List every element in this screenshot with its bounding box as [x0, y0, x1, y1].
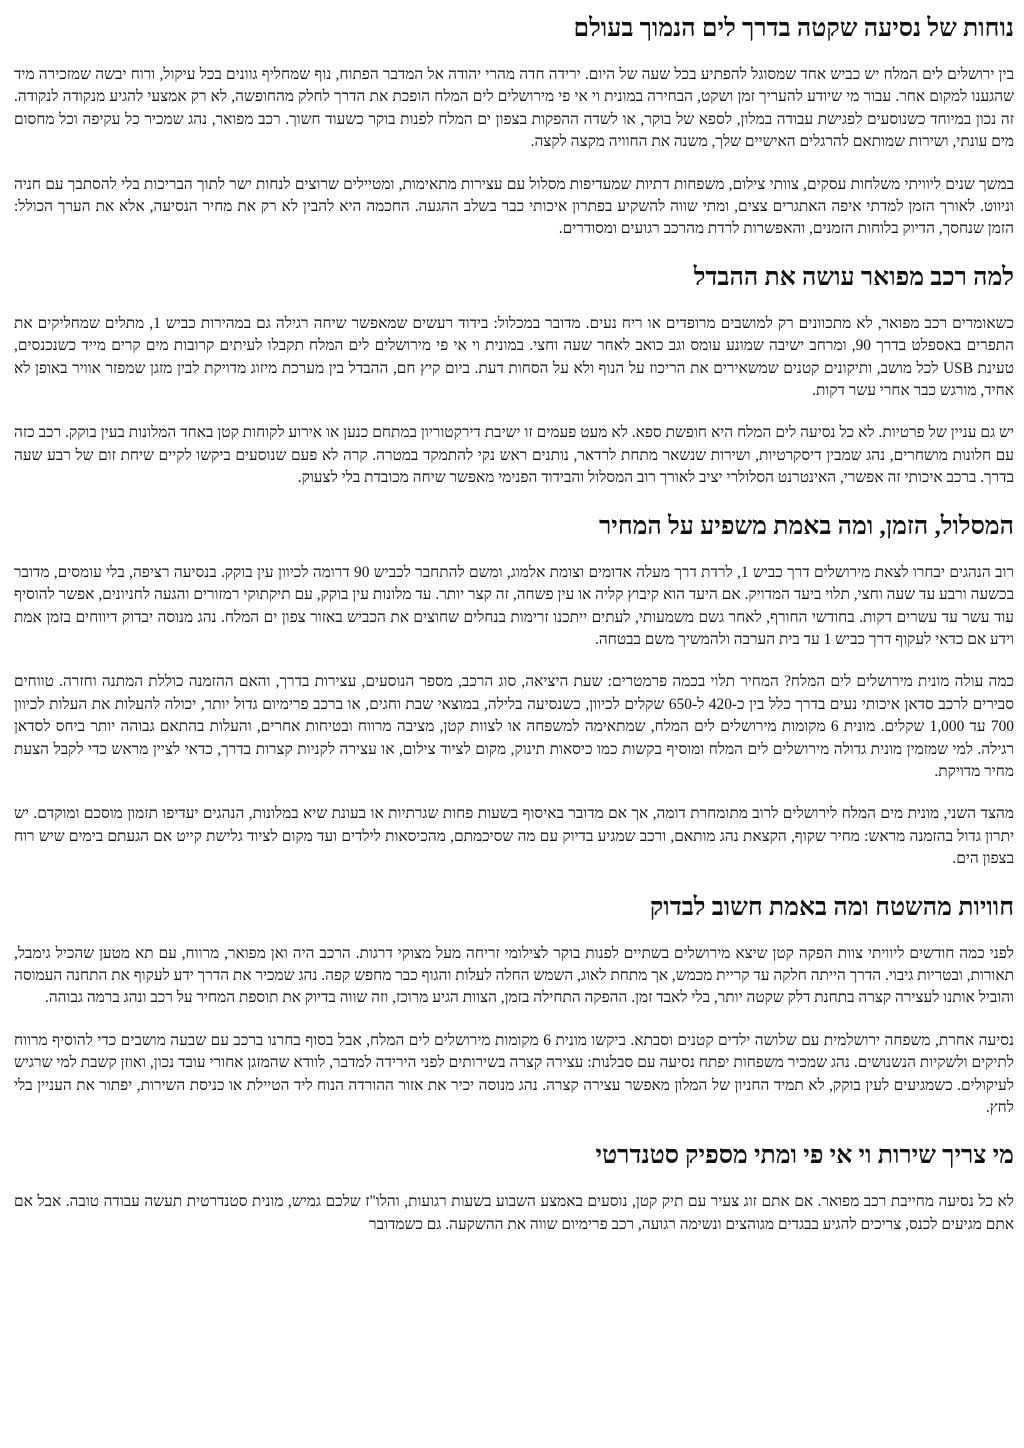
section-luxury-vehicle: [14, 263, 1014, 490]
section-heading: נוחות של נסיעה שקטה בדרך לים הנמוך בעולם: [573, 15, 1014, 42]
paragraph: נסיעה אחרת, משפחה ירושלמית עם שלושה ילדים קטנים וסבתא. ביקשו מונית 6 מקומות מירושלים לים המלח, אבל בסוף בחרנו ברכב עם שבעה מושבים כדי להוסיף מרווח לתיקים ולשקיות הנשנושים. נהג שמכיר משפחות יפתח נסיעה עם סבלנות: עצירה קצרה בשירותים לפני הירידה למדבר, לוודא שהמזגן אחורי עובד נכון, ואוזן קשבת למי שרגיש לעיקולים. כשמגיעים לעין בוקק, לא תמיד החניון של המלון מאפשר עצירה קצרה. נהג מנוסה יכיר את אזור ההורדה הנוח ליד הטיילת או כניסת השירות, יפתור את העניין בלי לחץ.: [14, 1031, 1014, 1116]
paragraph: לפני כמה חודשים ליוויתי צוות הפקה קטן שיצא מירושלים בשתיים לפנות בוקר לצילומי זריחה מעל מצוקי דרגות. הרכב היה ואן מפואר, מרווח, עם תא מטען שהכיל גימבל, תאורות, ובטריות גיבוי. הדרך הייתה חלקה עד קריית מכמש, אך מתחת לאוג, השמש החלה לעלות והגוף כבר מחפש קפה. נהג שמכיר את הדרך ידע לעקוף את התחנה העמוסה והוביל אותנו לעצירה קצרה בתחנת דלק שקטה יותר, בלי לאבד זמן. ההפקה התחילה בזמן, הצוות הגיע מרוכז, וזה שווה בדיוק את תוספת המחיר על רכב ונהג ברמה גבוהה.: [14, 944, 1014, 1007]
section-route-price: [14, 512, 1014, 871]
paragraph: לא כל נסיעה מחייבת רכב מפואר. אם אתם זוג צעיר עם תיק קטן, נוסעים באמצע השבוע בשעות רגועות, והלו"ז שלכם גמיש, מונית סטנדרטית תעשה עבודה טובה. אבל אם אתם מגיעים לכנס, צריכים להגיע בבגדים מגוהצים ונשימה רגועה, רכב פרימיום שווה את ההשקעה. גם כשמדובר: [14, 1193, 1014, 1233]
paragraph: כשאומרים רכב מפואר, לא מתכוונים רק למושבים מרופדים או ריח נעים. מדובר במכלול: בידוד רעשים שמאפשר שיחה רגילה גם במהירות כביש 1, מתלים שמחליקים את התפרים באספלט בדרך 90, ומרחב ישיבה שמונע עומס וגב כואב לאחר שעה וחצי. במונית וי אי פי מירושלים לים המלח תקבלו לעיתים קרובות מים קרים מייד כשנכנסים, טעינת USB לכל מושב, ותיקונים קטנים שמשאירים את הריכוז על הנוף ולא על הסחות דעת. ביום קיץ חם, ההבדל בין מערכת מיזוג מדויקת לבין מזגן שמפזר אוויר באופן לא אחיד, מורגש כבר אחרי עשר דקות.: [14, 314, 1015, 400]
section-comfort: [14, 14, 1014, 241]
section-vip-vs-standard: [14, 1141, 1014, 1236]
paragraph: רוב הנהגים יבחרו לצאת מירושלים דרך כביש 1, לרדת דרך מעלה אדומים וצומת אלמוג, ומשם להתחבר לכביש 90 דרומה לכיוון עין בוקק. בנסיעה רציפה, בלי עומסים, מדובר בכשעה ורבע עד שעה וחצי, תלוי ביעד המדויק. אם היעד הוא קיבוץ קליה או עין פשחה, זה קצר יותר. עד מלונות עין בוקק, עם תיקתוקי רמזורים והגעה לחניונים, אפשר להוסיף עוד עשר עד עשרים דקות. בחודשי החורף, לאחר גשם משמעותי, לעתים ייתכנו זרימות בנחלים שחוצים את הכביש באזור צפון ים המלח. נהג מנוסה יבדוק דיווחים בזמן אמת וידע אם כדאי לעקוף דרך כביש 1 עד בית הערבה ולהמשיך משם בבטחה.: [14, 563, 1014, 648]
paragraph: במשך שנים ליוויתי משלחות עסקים, צוותי צילום, משפחות דתיות שמעדיפות מסלול עם עצירות מתאימות, ומטיילים שרוצים לנחות ישר לתוך הבריכות בלי להסתבך עם חניה וניווט. לאורך הזמן למדתי איפה האתגרים צצים, ומתי שווה להשקיע בפתרון איכותי כבר בשלב ההגעה. החכמה היא להבין לא רק את מחיר הנסיעה, אלא את הערך הכולל: הזמן שנחסך, הדיוק בלוחות הזמנים, והאפשרות לרדת מהרכב רגועים ומסודרים.: [14, 175, 1014, 238]
paragraph: כמה עולה מונית מירושלים לים המלח? המחיר תלוי בכמה פרמטרים: שעת היציאה, סוג הרכב, מספר הנוסעים, עצירות בדרך, והאם ההזמנה כוללת המתנה וחזרה. טווחים סבירים לרכב סדאן איכותי נעים בדרך כלל בין כ-420 ל-650 שקלים לכיוון, כשנסיעה בלילה, במוצאי שבת וחגים, או ברכב פרימיום גדול יותר, יכולה להעלות את העלות לכיוון 700 עד 1,000 שקלים. מונית 6 מקומות מירושלים לים המלח, שמתאימה למשפחה או לצוות קטן, מציבה מרווח ובטיחות אחרים, והעלות בהתאם גבוהה יותר ביחס לסדאן רגילה. למי שמזמין מונית גדולה מירושלים לים המלח ומוסיף בקשות כמו כיסאות תינוק, מקום לציוד צילום, או עצירה לקניות קצרות בדרך, כדאי לציין מראש כדי לקבל הצעת מחיר מדויקת.: [14, 673, 1014, 780]
section-heading: למה רכב מפואר עושה את ההבדל: [693, 263, 1014, 291]
section-field-experience: [14, 893, 1014, 1120]
section-heading: מי צריך שירות וי אי פי ומתי מספיק סטנדרטי: [595, 1142, 1014, 1170]
section-heading: המסלול, הזמן, ומה באמת משפיע על המחיר: [598, 512, 1014, 540]
paragraph: בין ירושלים לים המלח יש כביש אחד שמסוגל להפתיע בכל שעה של היום. ירידה חדה מהרי יהודה אל המדבר הפתוח, נוף שמחליף גוונים בכל עיקול, ורוח יבשה שמזכירה מיד שהגענו למקום אחר. עבור מי שיודע להעריך זמן ושקט, הבחירה במונית וי אי פי מירושלים לים המלח הופכת את הדרך לחלק מהחופשה, לא רק אמצעי להגיע מנקודה לנקודה. זה נכון במיוחד כשנוסעים לפגישת עבודה במלון, לספא של בוקר, או לשדה ההפקות בצפון ים המלח לפנות בוקר כשעוד חשוך. רכב מפואר, נהג שמכיר כל עקיפה וכל מחסום מים עונתי, ושירות שמותאם להרגלים האישיים שלך, משנה את החוויה מקצה לקצה.: [14, 66, 1014, 151]
section-heading: חוויות מהשטח ומה באמת חשוב לבדוק: [649, 893, 1014, 921]
paragraph: מהצד השני, מונית מים המלח לירושלים לרוב מתומחרת דומה, אך אם מדובר באיסוף בשעות פחות שגרתיות או בעונת שיא במלונות, הנהגים יעדיפו תזמון מוסכם ומוקדם. יש יתרון גדול בהזמנה מראש: מחיר שקוף, הקצאת נהג מותאם, ורכב שמגיע בדיוק עם מה שסיכמתם, מהכיסאות לילדים ועד מקום לציוד גלישת קייט אם הגעתם בימים שיש רוח בצפון הים.: [14, 805, 1014, 868]
paragraph: יש גם עניין של פרטיות. לא כל נסיעה לים המלח היא חופשת ספא. לא מעט פעמים זו ישיבת דירקטוריון במתחם כנען או אירוע לקוחות קטן באחד המלונות בעין בוקק. רכב כזה עם חלונות מושחרים, נהג שמבין דיסקרטיות, ושירות שנשאר מתחת לרדאר, נותנים ראש נקי להתמקד במטרה. קרה לא פעם שנוסעים ביקשו לקיים שיחת זום של רבע שעה בדרך. ברכב איכותי זה אפשרי, האינטרנט הסלולרי יציב לאורך רוב המסלול והבידוד הפנימי מאפשר שיחה מכובדת בלי לצעוק.: [14, 424, 1014, 487]
